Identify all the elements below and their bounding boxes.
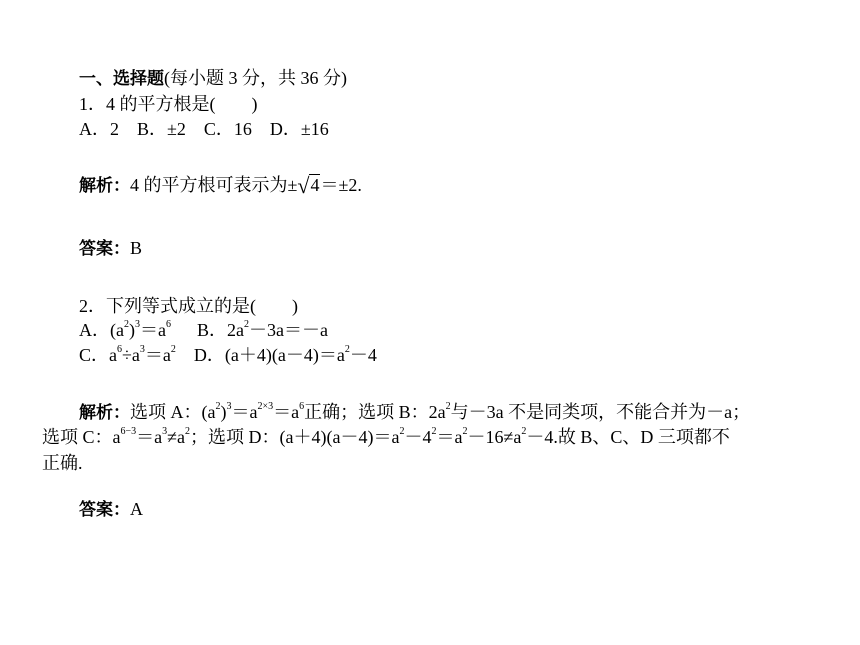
q2-analysis-line3: 正确.	[42, 453, 83, 473]
q2-answer-value: A	[130, 499, 143, 519]
sqrt-symbol: √4	[297, 173, 320, 198]
q1-answer	[79, 236, 142, 260]
q1-options: A．2 B．±2 C．16 D．±16	[79, 119, 329, 139]
q2-options-cd: C．$a^6\div a^3=a^2$ D．$(a+4)(a-4)=a^2-4$	[79, 344, 377, 365]
q1-answer-value: B	[130, 238, 143, 258]
q2-answer-label: 答案：	[79, 500, 130, 520]
q1-analysis-label: 解析：	[79, 176, 130, 196]
section-heading-line	[79, 66, 347, 90]
q2-analysis-label: 解析：	[79, 403, 130, 423]
q2-analysis-line2: 选项 C：$a^{6-3}=a^3\ne a^2$；选项 D：$(a+4)(a-4)=a^2-4^2=a^2-16\ne a^2-4$.故 B、C、D 三项都不	[42, 426, 730, 447]
q2-stem: 2．下列等式成立的是( )	[79, 296, 298, 316]
q1-radicand: 4	[310, 175, 320, 195]
section-note: (每小题 3 分，共 36 分)	[164, 68, 347, 88]
q2-options-ab: A．$(a^2)^3=a^6$ B．$2a^2-3a=-a$	[79, 319, 328, 340]
q1-analysis-text-b: ＝±2.	[320, 175, 362, 195]
q1-analysis-text-a: 4 的平方根可表示为±	[130, 175, 298, 195]
section-heading: 一、选择题	[79, 69, 164, 89]
q1-stem: 1．4 的平方根是( )	[79, 94, 258, 114]
q1-analysis	[79, 173, 362, 197]
q1-answer-label: 答案：	[79, 239, 130, 259]
q2-analysis-line1: 解析：选项 A：$(a^2)^3=a^{2\times 3}=a^6$正确；选项 B：$2a^2$与－3a 不是同类项，不能合并为－a；	[79, 401, 751, 423]
q2-answer	[79, 497, 143, 521]
